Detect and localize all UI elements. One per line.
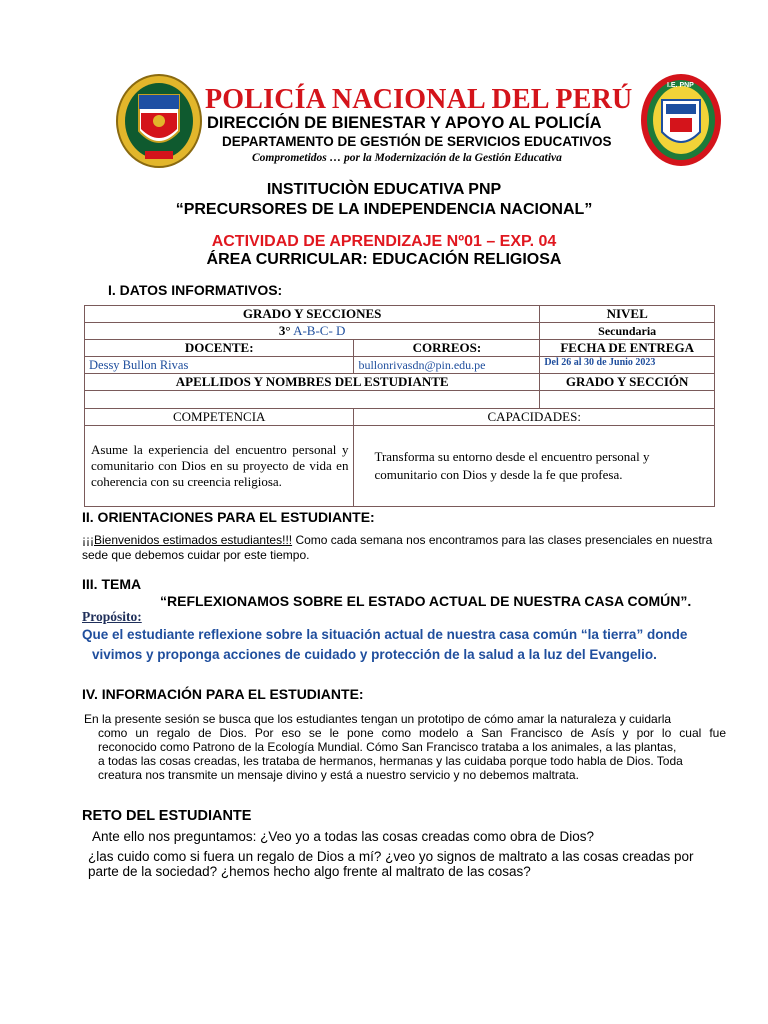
- info-line-5: creatura nos transmite un mensaje divino y está a nuestro servicio y no debemos maltrata.: [98, 768, 579, 782]
- header-motto: Comprometidos … por la Modernización de la Gestión Educativa: [252, 152, 562, 164]
- header-subtitle-1: DIRECCIÓN DE BIENESTAR Y APOYO AL POLICÍA: [207, 114, 602, 132]
- grado-prefix: 3°: [278, 323, 291, 338]
- header-subtitle-2: DEPARTAMENTO DE GESTIÓN DE SERVICIOS EDUCATIVOS: [222, 134, 612, 149]
- orientation-text: [82, 533, 724, 562]
- section-3-heading: III. TEMA: [82, 576, 142, 592]
- nivel-header: NIVEL: [540, 306, 715, 323]
- fecha-header: FECHA DE ENTREGA: [540, 340, 715, 357]
- section-4-heading: IV. INFORMACIÓN PARA EL ESTUDIANTE:: [82, 686, 364, 702]
- info-line-2: como un regalo de Dios. Por eso se le pone como modelo a San Francisco de Asís y por lo cual fue: [98, 726, 726, 740]
- grado-seccion-header: GRADO Y SECCIÓN: [540, 374, 715, 391]
- pnp-shield-emblem: [115, 73, 203, 171]
- reto-question-2: ¿las cuido como si fuera un regalo de Dios a mí? ¿veo yo signos de maltrato a las cosas creadas por: [88, 849, 694, 864]
- grado-header: GRADO Y SECCIONES: [85, 306, 540, 323]
- correo-value[interactable]: bullonrivasdn@pin.edu.pe: [354, 357, 540, 374]
- section-2-heading: II. ORIENTACIONES PARA EL ESTUDIANTE:: [82, 509, 375, 525]
- docente-header: DOCENTE:: [85, 340, 354, 357]
- institution-line-2: “PRECURSORES DE LA INDEPENDENCIA NACIONAL”: [175, 201, 593, 218]
- capacidades-text: Transforma su entorno desde el encuentro personal y comunitario con Dios y desde la fe que profesa.: [354, 426, 715, 507]
- school-emblem-text: I.E. PNP: [667, 82, 694, 89]
- info-line-1: En la presente sesión se busca que los estudiantes tengan un prototipo de cómo amar la naturaleza y cuidarla: [84, 712, 672, 726]
- docente-value: Dessy Bullon Rivas: [85, 357, 354, 374]
- purpose-line-1: Que el estudiante reflexione sobre la situación actual de nuestra casa común “la tierra” donde: [82, 627, 688, 642]
- competencia-header: COMPETENCIA: [85, 409, 354, 426]
- info-line-4: a todas las cosas creadas, les trataba de hermanos, hermanas y las cuidaba porque todo habla de Dios. Toda: [98, 754, 683, 768]
- section-1-heading: I. DATOS INFORMATIVOS:: [108, 282, 283, 298]
- fecha-value: Del 26 al 30 de Junio 2023: [540, 357, 715, 374]
- purpose-line-2: vivimos y proponga acciones de cuidado y protección de la salud a la luz del Evangelio.: [92, 647, 657, 662]
- info-line-3: reconocido como Patrono de la Ecología Mundial. Cómo San Francisco trataba a los animales, a las plantas,: [98, 740, 677, 754]
- reto-heading: RETO DEL ESTUDIANTE: [82, 808, 252, 824]
- student-name-header: APELLIDOS Y NOMBRES DEL ESTUDIANTE: [85, 374, 540, 391]
- nivel-value: Secundaria: [540, 323, 715, 340]
- correos-header: CORREOS:: [354, 340, 540, 357]
- activity-title: ACTIVIDAD DE APRENDIZAJE Nº01 – EXP. 04: [211, 233, 557, 250]
- curricular-area: ÁREA CURRICULAR: EDUCACIÓN RELIGIOSA: [206, 251, 562, 268]
- header-title: POLICÍA NACIONAL DEL PERÚ: [205, 84, 633, 115]
- competencia-text: Asume la experiencia del encuentro personal y comunitario con Dios en su proyecto de vida en coherencia con su creencia religiosa.: [85, 426, 354, 507]
- welcome-text: ¡¡¡Bienvenidos estimados estudiantes!!!: [82, 533, 293, 547]
- grado-seccion-cell[interactable]: [540, 391, 715, 409]
- purpose-label: Propósito:: [82, 609, 142, 624]
- school-shield-emblem: [640, 72, 722, 168]
- reto-question-1: Ante ello nos preguntamos: ¿Veo yo a todas las cosas creadas como obra de Dios?: [92, 829, 595, 844]
- grado-sections: A-B-C- D: [293, 323, 346, 338]
- topic-title: “REFLEXIONAMOS SOBRE EL ESTADO ACTUAL DE NUESTRA CASA COMÚN”.: [160, 593, 692, 609]
- institution-line-1: INSTITUCIÒN EDUCATIVA PNP: [266, 181, 502, 198]
- student-name-cell[interactable]: [85, 391, 540, 409]
- reto-question-3: parte de la sociedad? ¿hemos hecho algo frente al maltrato de las cosas?: [88, 864, 531, 879]
- capacidades-header: CAPACIDADES:: [354, 409, 715, 426]
- orientation-body: Como cada semana nos encontramos para las clases presenciales en nuestra sede que debemos cuidar por este tiempo.: [82, 533, 713, 562]
- grado-value: [85, 323, 540, 340]
- info-table: [84, 305, 715, 507]
